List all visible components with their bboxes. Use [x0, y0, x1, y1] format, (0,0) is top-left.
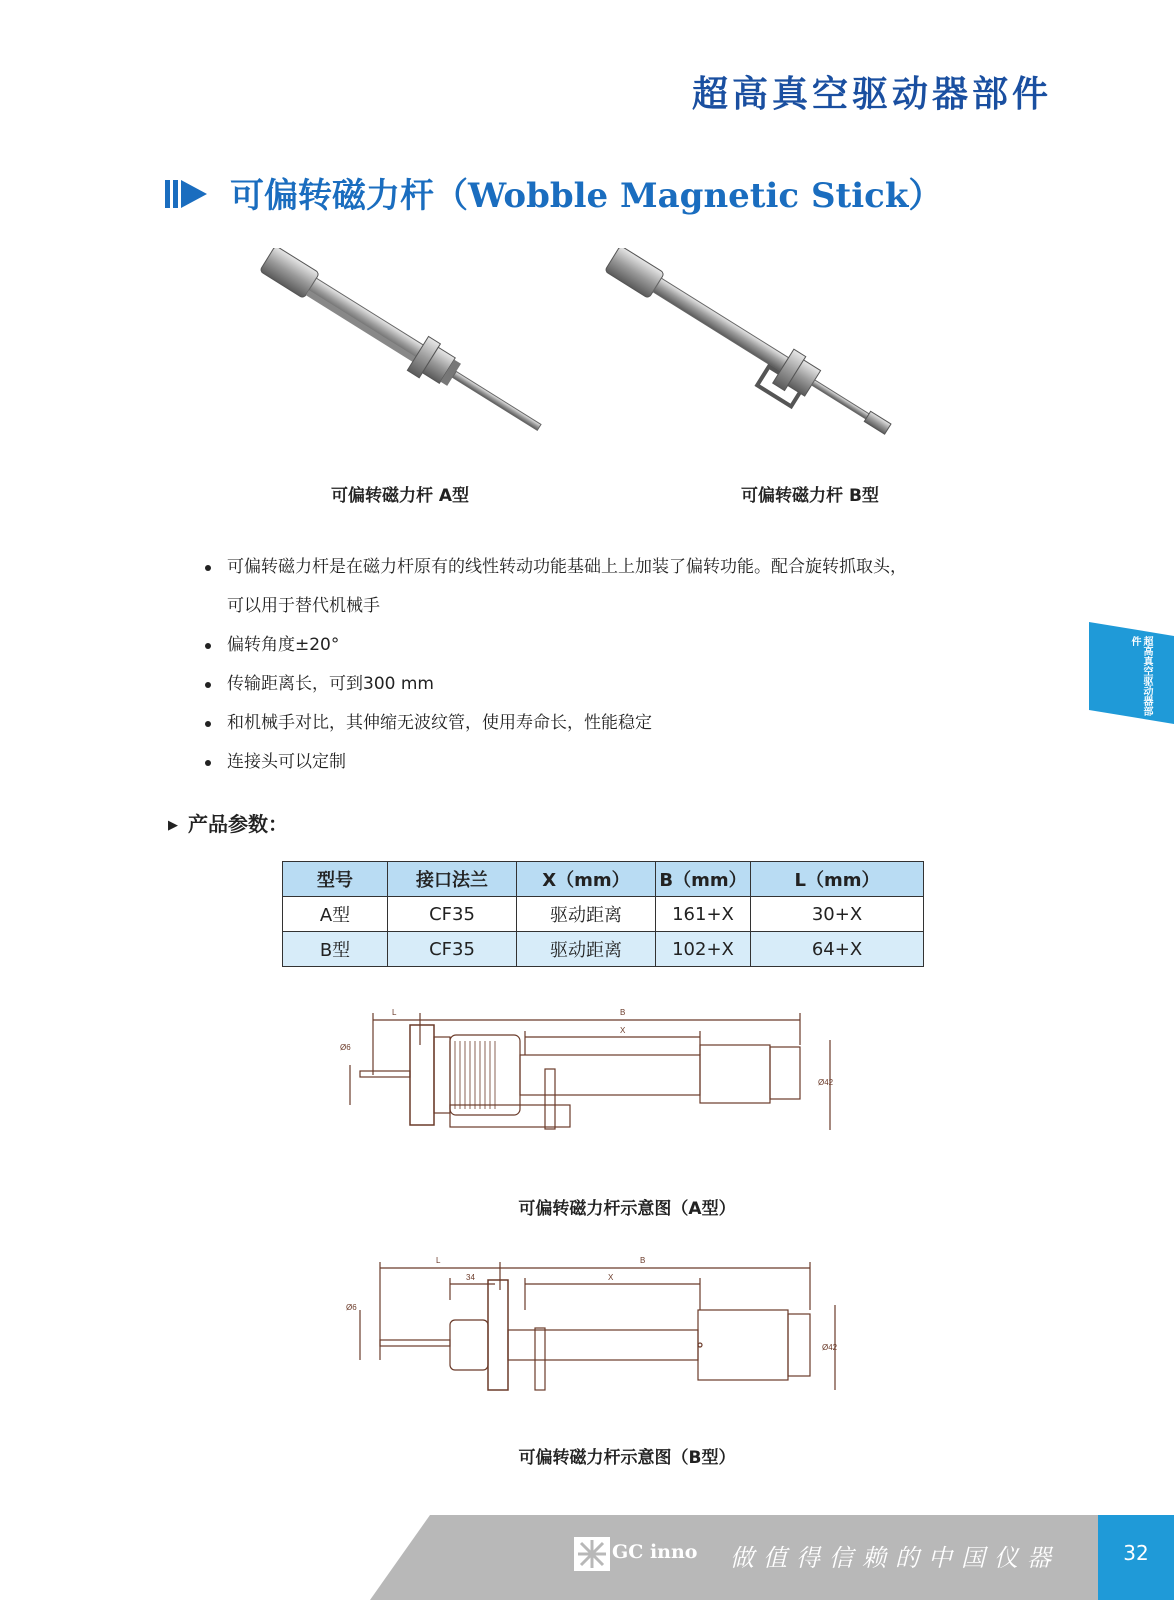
product-image-b — [600, 248, 920, 448]
page-header-title: 超高真空驱动器部件 — [691, 74, 1052, 115]
feature-item: 连接头可以定制 — [205, 743, 1025, 782]
feature-item: 偏转角度±20° — [205, 626, 1025, 665]
dim-label-d42: Ø42 — [822, 1343, 838, 1352]
dim-label-d6: Ø6 — [346, 1303, 357, 1312]
feature-item: 和机械手对比，其伸缩无波纹管，使用寿命长，性能稳定 — [205, 704, 1025, 743]
column-header: L（mm） — [751, 862, 924, 897]
table-cell: 102+X — [656, 932, 751, 967]
gc-inno-logo-icon — [574, 1537, 610, 1571]
column-header: X（mm） — [517, 862, 656, 897]
footer-slogan: 做值得信赖的中国仪器 — [730, 1544, 1060, 1572]
dim-label-34: 34 — [466, 1273, 475, 1282]
triangle-bullet-icon: ▶ — [168, 818, 178, 833]
params-heading — [168, 808, 288, 837]
dim-label-b: B — [620, 1008, 626, 1017]
product-caption-a: 可偏转磁力杆 A型 — [330, 486, 470, 506]
dim-label-x: X — [608, 1273, 614, 1282]
feature-item-continuation: 可以用于替代机械手 — [227, 596, 380, 616]
dim-label-x: X — [620, 1026, 626, 1035]
feature-list — [205, 548, 1025, 782]
params-heading-label: 产品参数： — [188, 812, 288, 836]
table-cell: 64+X — [751, 932, 924, 967]
table-cell: A型 — [283, 897, 388, 932]
footer-brand: GC inno — [612, 1541, 698, 1563]
spec-table — [282, 861, 924, 967]
product-image-a — [255, 248, 565, 448]
dim-label-b: B — [640, 1256, 646, 1265]
section-arrow-icon — [165, 176, 209, 212]
drawing-caption-b: 可偏转磁力杆示意图（B型） — [518, 1448, 736, 1468]
table-row — [283, 897, 924, 932]
section-title: 可偏转磁力杆（Wobble Magnetic Stick） — [230, 176, 943, 216]
table-row — [283, 932, 924, 967]
feature-item: 传输距离长，可到300 mm — [205, 665, 1025, 704]
dim-label-d6: Ø6 — [340, 1043, 351, 1052]
table-cell: CF35 — [388, 897, 517, 932]
table-cell: 驱动距离 — [517, 897, 656, 932]
page-number: 32 — [1123, 1541, 1149, 1565]
schematic-drawing-a — [340, 1005, 860, 1175]
table-cell: 驱动距离 — [517, 932, 656, 967]
dim-label-l: L — [392, 1008, 397, 1017]
table-cell: 30+X — [751, 897, 924, 932]
column-header: 接口法兰 — [388, 862, 517, 897]
schematic-drawing-b — [340, 1250, 860, 1420]
table-cell: B型 — [283, 932, 388, 967]
product-caption-b: 可偏转磁力杆 B型 — [741, 486, 879, 506]
drawing-caption-a: 可偏转磁力杆示意图（A型） — [518, 1199, 736, 1219]
column-header: B（mm） — [656, 862, 751, 897]
dim-label-l: L — [436, 1256, 441, 1265]
table-cell: CF35 — [388, 932, 517, 967]
table-header-row — [283, 862, 924, 897]
feature-item: 可偏转磁力杆是在磁力杆原有的线性转动功能基础上上加装了偏转功能。配合旋转抓取头， — [205, 548, 1025, 587]
dim-label-d42: Ø42 — [818, 1078, 834, 1087]
table-cell: 161+X — [656, 897, 751, 932]
side-tab-text: 超高真空驱动器部件 — [1129, 636, 1152, 716]
column-header: 型号 — [283, 862, 388, 897]
